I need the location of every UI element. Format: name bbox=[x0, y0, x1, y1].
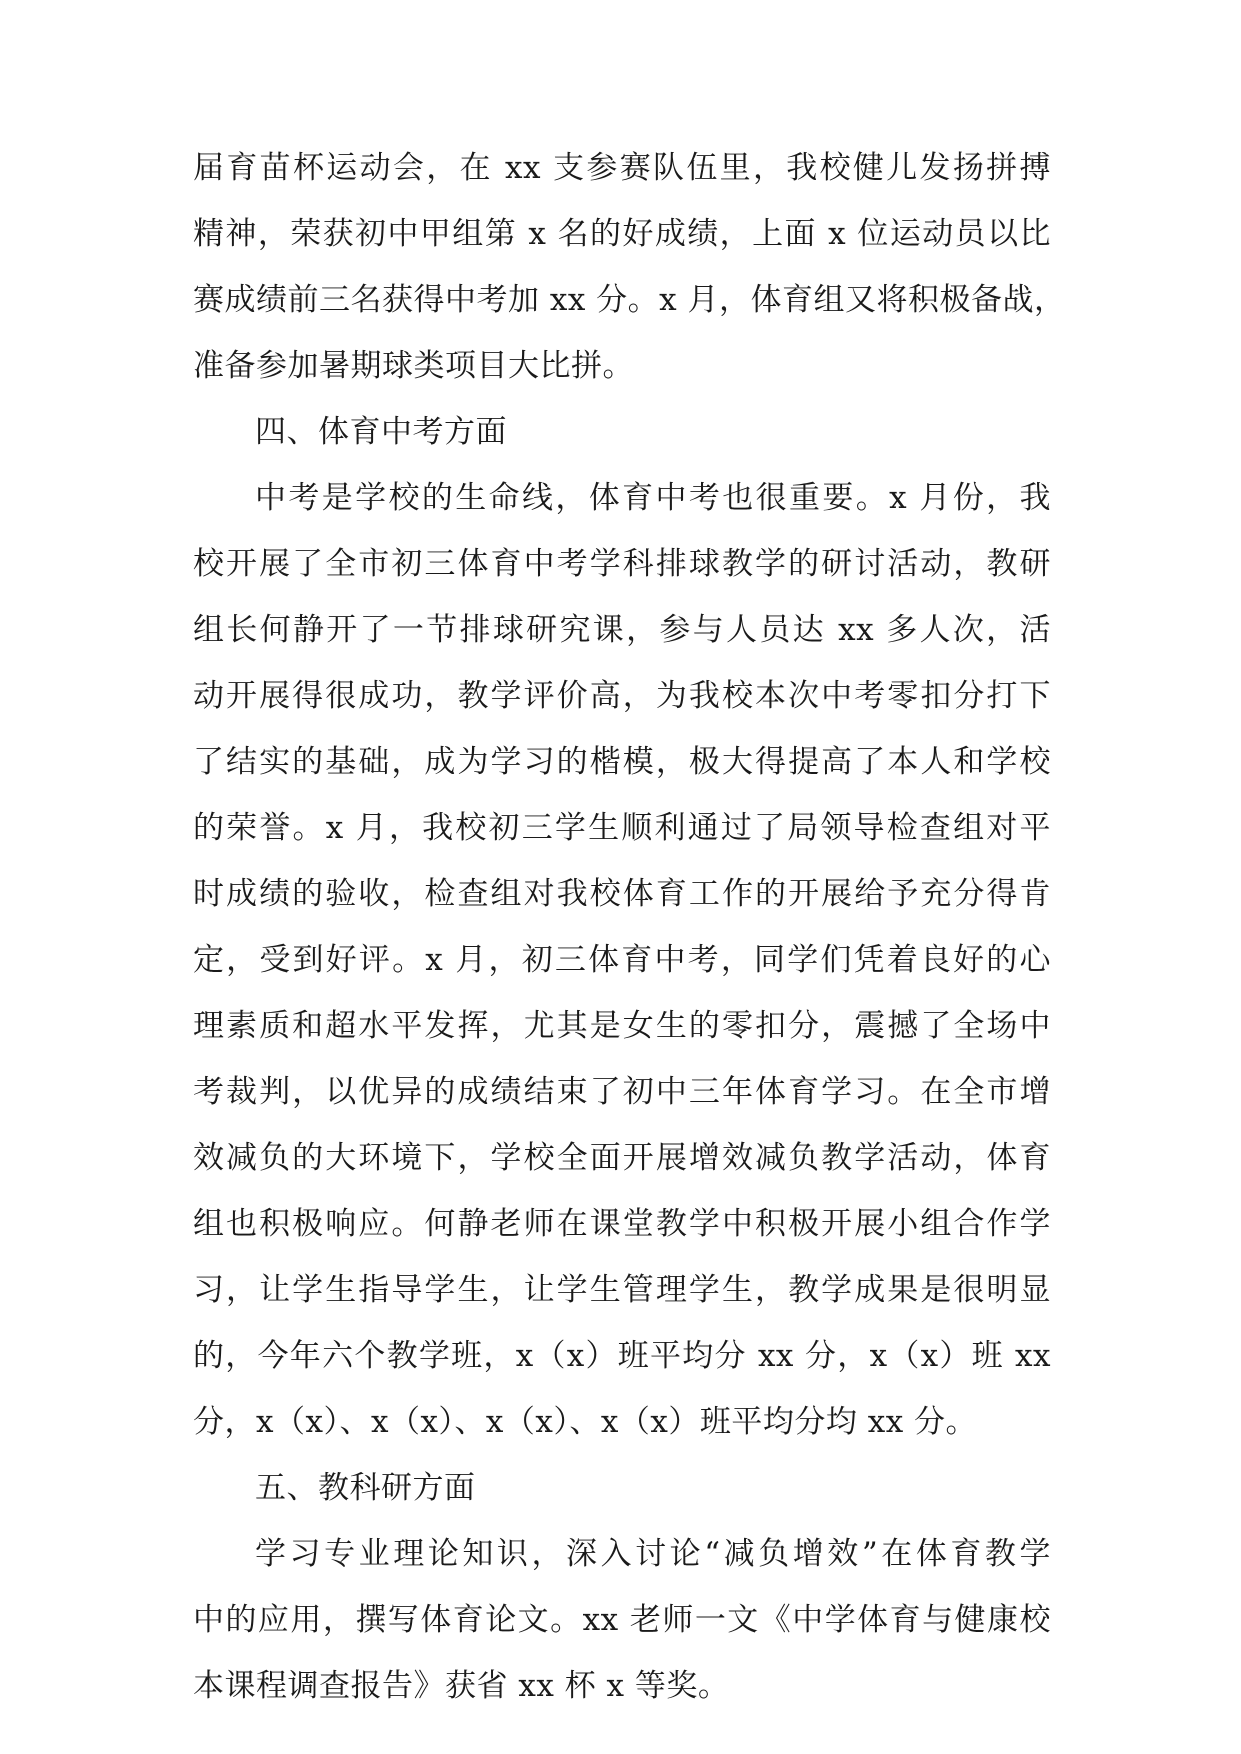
paragraph-line: 动开展得很成功，教学评价高，为我校本次中考零扣分打下 bbox=[193, 678, 1051, 714]
section-heading: 四、体育中考方面 bbox=[255, 414, 507, 450]
paragraph-line: 考裁判，以优异的成绩结束了初中三年体育学习。在全市增 bbox=[193, 1074, 1051, 1110]
paragraph-line: 组长何静开了一节排球研究课，参与人员达 xx 多人次，活 bbox=[193, 612, 1051, 648]
paragraph-line: 组也积极响应。何静老师在课堂教学中积极开展小组合作学 bbox=[193, 1206, 1051, 1242]
paragraph-line: 中的应用，撰写体育论文。xx 老师一文《中学体育与健康校 bbox=[193, 1602, 1051, 1638]
paragraph-line: 届育苗杯运动会，在 xx 支参赛队伍里，我校健儿发扬拼搏 bbox=[193, 150, 1051, 186]
paragraph-line: 理素质和超水平发挥，尤其是女生的零扣分，震撼了全场中 bbox=[193, 1008, 1051, 1044]
paragraph-line: 赛成绩前三名获得中考加 xx 分。x 月，体育组又将积极备战， bbox=[193, 282, 1066, 318]
paragraph-line: 时成绩的验收，检查组对我校体育工作的开展给予充分得肯 bbox=[193, 876, 1051, 912]
paragraph-line: 分，x（x）、x（x）、x（x）、x（x）班平均分均 xx 分。 bbox=[193, 1404, 978, 1440]
paragraph-line: 的荣誉。x 月，我校初三学生顺利通过了局领导检查组对平 bbox=[193, 810, 1051, 846]
section-heading: 五、教科研方面 bbox=[255, 1470, 476, 1506]
paragraph-line: 中考是学校的生命线，体育中考也很重要。x 月份，我 bbox=[255, 480, 1051, 516]
paragraph-line: 准备参加暑期球类项目大比拼。 bbox=[193, 348, 634, 384]
paragraph-line: 校开展了全市初三体育中考学科排球教学的研讨活动，教研 bbox=[193, 546, 1051, 582]
paragraph-line: 的，今年六个教学班，x（x）班平均分 xx 分，x（x）班 xx bbox=[193, 1338, 1051, 1374]
paragraph-line: 了结实的基础，成为学习的楷模，极大得提高了本人和学校 bbox=[193, 744, 1051, 780]
paragraph-line: 习，让学生指导学生，让学生管理学生，教学成果是很明显 bbox=[193, 1272, 1051, 1308]
paragraph-line: 精神，荣获初中甲组第 x 名的好成绩，上面 x 位运动员以比 bbox=[193, 216, 1051, 252]
paragraph-line: 效减负的大环境下，学校全面开展增效减负教学活动，体育 bbox=[193, 1140, 1051, 1176]
paragraph-line: 本课程调查报告》获省 xx 杯 x 等奖。 bbox=[193, 1668, 730, 1704]
paragraph-line: 定，受到好评。x 月，初三体育中考，同学们凭着良好的心 bbox=[193, 942, 1051, 978]
paragraph-line: 学习专业理论知识，深入讨论“减负增效”在体育教学 bbox=[255, 1536, 1051, 1572]
